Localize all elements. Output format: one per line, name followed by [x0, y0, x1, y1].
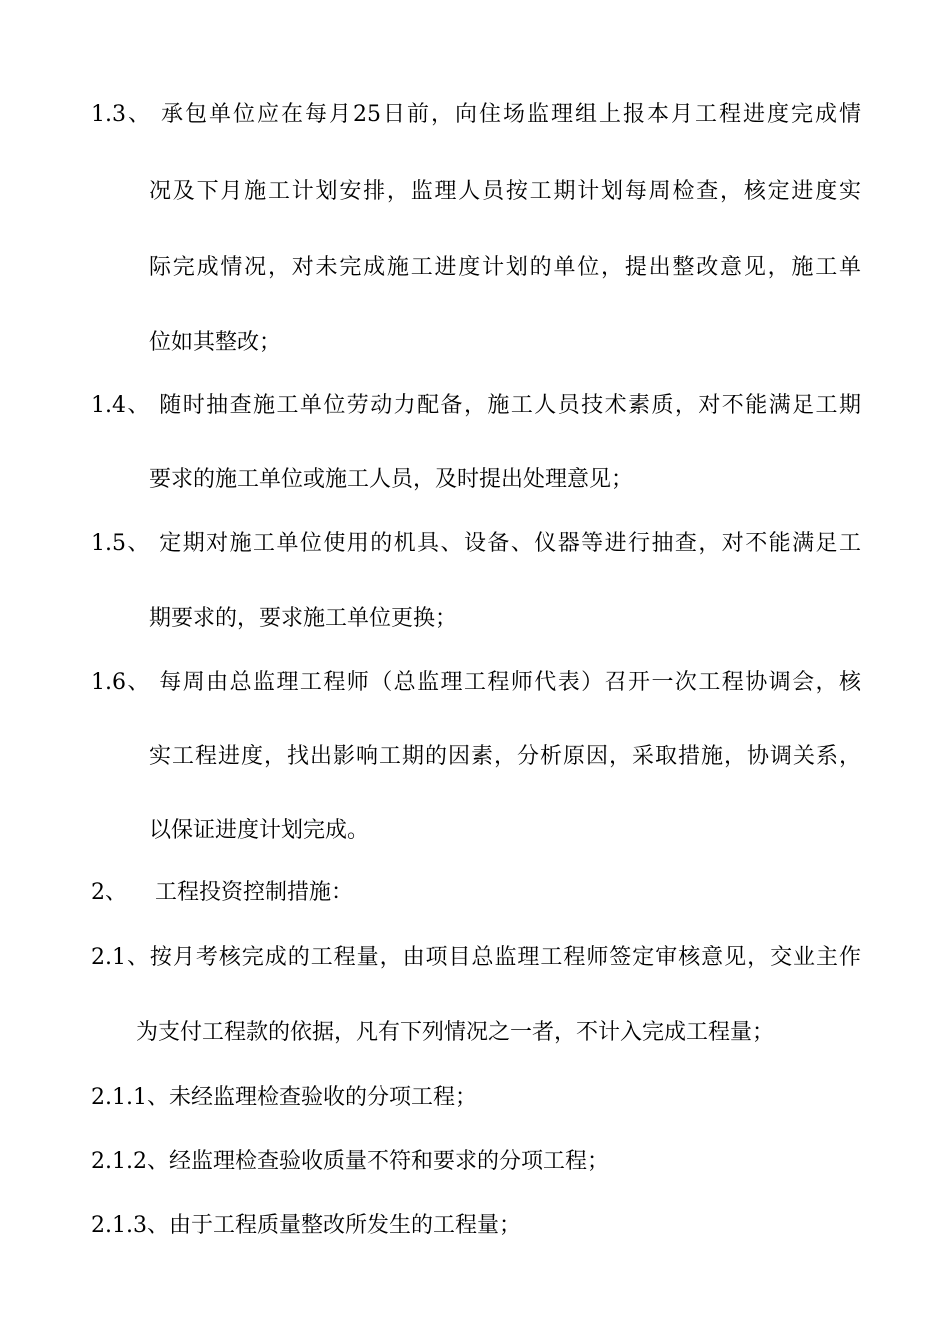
paragraph-1-3-line-2: 况及下月施工计划安排，监理人员按工期计划每周检查，核定进度实 — [149, 179, 861, 204]
paragraph-1-5-line-2: 期要求的，要求施工单位更换； — [149, 606, 458, 631]
item-2-1-3: 2.1.3、由于工程质量整改所发生的工程量； — [91, 1213, 521, 1238]
item-2-1-1: 2.1.1、未经监理检查验收的分项工程； — [91, 1085, 477, 1110]
item-2-1-2: 2.1.2、经监理检查验收质量不符和要求的分项工程； — [91, 1149, 609, 1174]
paragraph-1-3-line-3: 际完成情况，对未完成施工进度计划的单位，提出整改意见，施工单 — [149, 255, 861, 280]
paragraph-1-4-line-1: 1.4、 随时抽查施工单位劳动力配备，施工人员技术素质，对不能满足工期 — [91, 393, 861, 418]
paragraph-1-5-line-1: 1.5、 定期对施工单位使用的机具、设备、仪器等进行抽查，对不能满足工 — [91, 531, 861, 556]
paragraph-1-3-line-1: 1.3、 承包单位应在每月25日前，向住场监理组上报本月工程进度完成情 — [91, 102, 861, 127]
paragraph-1-6-line-2: 实工程进度，找出影响工期的因素，分析原因，采取措施，协调关系， — [149, 744, 861, 769]
paragraph-1-4-line-2: 要求的施工单位或施工人员，及时提出处理意见； — [149, 467, 634, 492]
section-2-heading: 2、 工程投资控制措施： — [91, 880, 353, 905]
paragraph-2-1-line-1: 2.1、按月考核完成的工程量，由项目总监理工程师签定审核意见，交业主作 — [91, 945, 861, 970]
paragraph-1-3-line-4: 位如其整改； — [149, 330, 282, 355]
paragraph-1-6-line-3: 以保证进度计划完成。 — [149, 818, 370, 843]
paragraph-1-6-line-1: 1.6、 每周由总监理工程师（总监理工程师代表）召开一次工程协调会，核 — [91, 670, 861, 695]
paragraph-2-1-line-2: 为支付工程款的依据，凡有下列情况之一者，不计入完成工程量； — [136, 1020, 775, 1045]
